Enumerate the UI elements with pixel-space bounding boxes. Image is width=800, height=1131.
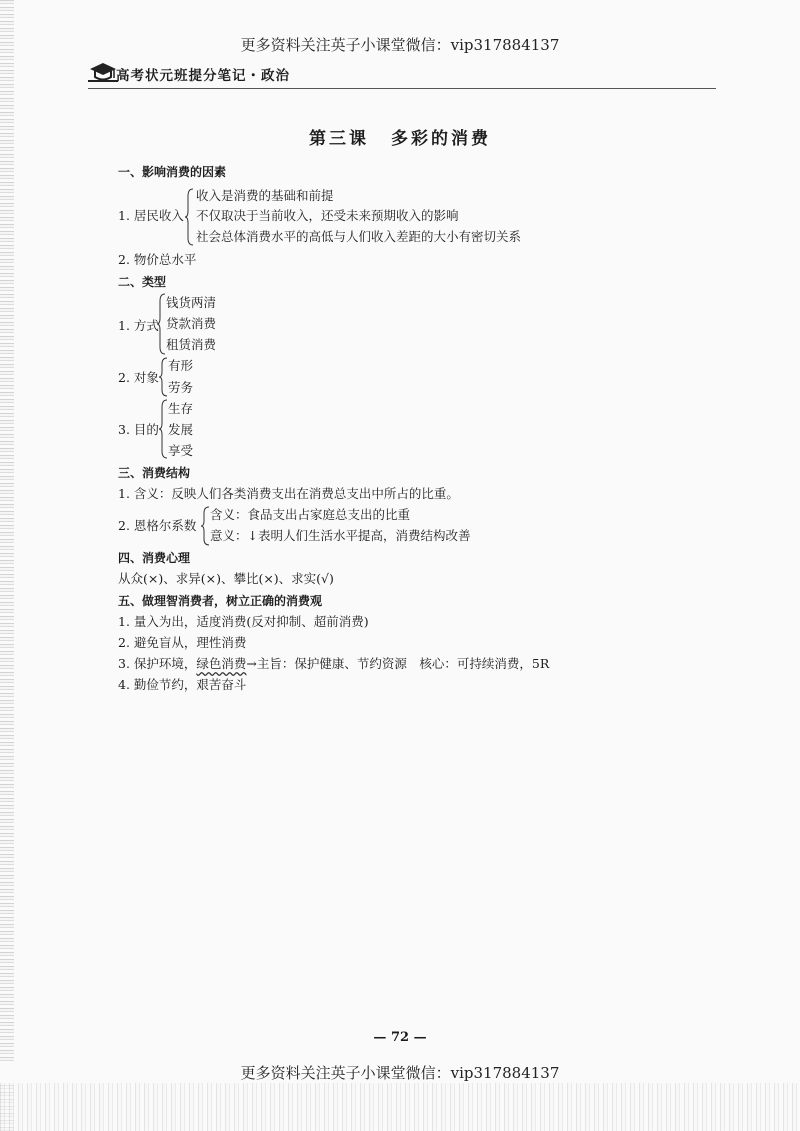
list-item: 收入是消费的基础和前提	[196, 188, 334, 203]
scan-edge-left	[0, 0, 14, 1131]
brace-icon	[158, 357, 168, 397]
item-line: 从众(×)、求异(×)、攀比(×)、求实(√)	[118, 571, 334, 586]
item-label: 1. 方式	[118, 318, 159, 333]
list-item: 钱货两清	[166, 295, 217, 310]
item-line: 1. 含义：反映人们各类消费支出在消费总支出中所占的比重。	[118, 486, 459, 501]
title-lesson: 第三课	[309, 129, 369, 149]
header-rule	[88, 88, 716, 89]
brace-icon	[200, 506, 210, 546]
title-topic: 多彩的消费	[391, 129, 491, 149]
section-heading-2: 二、类型	[118, 275, 167, 289]
highlighted-term: 绿色消费	[196, 656, 247, 671]
list-item: 享受	[168, 443, 194, 458]
item-label: 2. 恩格尔系数	[118, 518, 197, 533]
item-line	[118, 654, 549, 674]
page-number: — 72 —	[373, 1030, 427, 1045]
scan-edge-bottom	[0, 1083, 800, 1131]
item-text: →主旨：保护健康、节约资源 核心：可持续消费，5R	[246, 656, 550, 671]
watermark-top: 更多资料关注英子小课堂微信：vip317884137	[240, 36, 560, 54]
graduation-cap-icon	[88, 60, 118, 84]
header-title: 高考状元班提分笔记・政治	[116, 68, 290, 84]
brace-icon	[184, 188, 194, 246]
section-heading-4: 四、消费心理	[118, 551, 191, 565]
section-heading-3: 三、消费结构	[118, 466, 191, 480]
item-line: 2. 物价总水平	[118, 252, 197, 267]
section-heading-5: 五、做理智消费者，树立正确的消费观	[118, 594, 323, 608]
item-label: 3. 目的	[118, 422, 159, 437]
section-heading-1: 一、影响消费的因素	[118, 165, 227, 179]
list-item: 发展	[168, 422, 194, 437]
list-item: 贷款消费	[166, 316, 217, 331]
brace-icon	[158, 399, 168, 459]
item-line: 4. 勤俭节约，艰苦奋斗	[118, 677, 247, 692]
brace-icon	[156, 293, 166, 355]
page-title	[0, 124, 800, 149]
item-label: 2. 对象	[118, 370, 159, 385]
item-line: 1. 量入为出，适度消费(反对抑制、超前消费)	[118, 614, 369, 629]
list-item: 生存	[168, 401, 194, 416]
list-item: 劳务	[168, 380, 194, 395]
list-item: 含义：食品支出占家庭总支出的比重	[210, 507, 411, 522]
list-item: 社会总体消费水平的高低与人们收入差距的大小有密切关系	[196, 229, 522, 244]
watermark-bottom: 更多资料关注英子小课堂微信：vip317884137	[0, 1062, 800, 1083]
item-text: 3. 保护环境，	[118, 656, 197, 671]
list-item: 有形	[168, 358, 194, 373]
list-item: 租赁消费	[166, 337, 217, 352]
list-item: 不仅取决于当前收入，还受未来预期收入的影响	[196, 208, 459, 223]
list-item: 意义：↓表明人们生活水平提高，消费结构改善	[210, 528, 471, 543]
item-label: 1. 居民收入	[118, 208, 184, 223]
item-line: 2. 避免盲从，理性消费	[118, 635, 247, 650]
